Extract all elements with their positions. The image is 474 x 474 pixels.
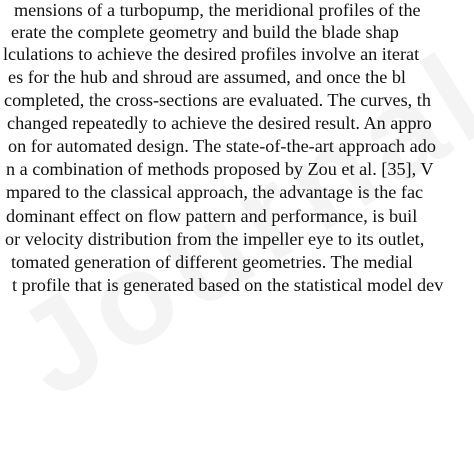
text-line: on for automated design. The state-of-the-art approach ado: [8, 136, 436, 156]
text-line: es for the hub and shroud are assumed, and once the bl: [8, 67, 406, 87]
text-line: dominant effect on flow pattern and performance, is buil: [6, 206, 418, 226]
text-line: n a combination of methods proposed by Zou et al. [35], V: [6, 159, 434, 179]
text-line: t profile that is generated based on the statistical model dev: [12, 275, 444, 295]
text-line: completed, the cross-sections are evaluated. The curves, th: [4, 90, 431, 110]
text-line: changed repeatedly to achieve the desired result. An appro: [7, 113, 432, 133]
text-line: or velocity distribution from the impeller eye to its outlet,: [5, 229, 425, 249]
text-line: mensions of a turbopump, the meridional profiles of the: [14, 0, 421, 20]
text-line: mpared to the classical approach, the advantage is the fac: [6, 182, 424, 202]
text-line: lculations to achieve the desired profiles involve an iterat: [3, 44, 420, 64]
text-line: erate the complete geometry and build the blade shap: [11, 22, 399, 42]
text-line: tomated generation of different geometries. The medial: [11, 252, 413, 272]
